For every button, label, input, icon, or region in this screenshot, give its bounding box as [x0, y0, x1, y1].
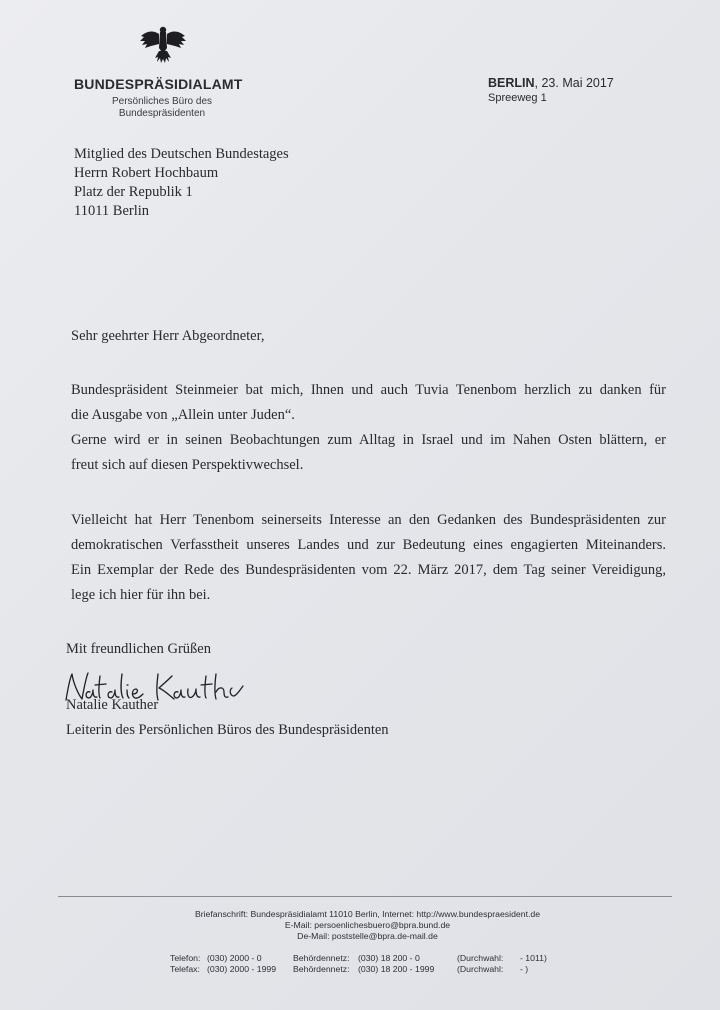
- fax-net-value: (030) 18 200 - 1999: [358, 964, 435, 974]
- recipient-line2: Herrn Robert Hochbaum: [74, 165, 219, 181]
- paragraph-1-line3: Gerne wird er in seinen Beobachtungen zum Alltag in Israel und im Nahen Osten blättern, er: [71, 432, 666, 448]
- footer-address: Briefanschrift: Bundespräsidialamt 11010 Berlin, Internet: http://www.bundespraesident.de: [194, 909, 541, 919]
- tel-value: (030) 2000 - 0: [207, 953, 262, 963]
- paragraph-2: [71, 508, 666, 608]
- salutation: Sehr geehrter Herr Abgeordneter,: [71, 328, 265, 344]
- org-subtitle-line1: Persönliches Büro des: [111, 96, 213, 107]
- signer-name: Natalie Kauther: [66, 697, 159, 713]
- recipient-line4: 11011 Berlin: [74, 203, 150, 219]
- paragraph-1: [71, 378, 666, 478]
- paragraph-2-line2: demokratischen Verfasstheit unseres Landes und zur Bedeutung eines engagierten Miteinanders.: [71, 537, 666, 553]
- footer-demail: De-Mail: poststelle@bpra.de-mail.de: [297, 931, 438, 941]
- fax-label: Telefax:: [170, 964, 200, 974]
- city: BERLIN: [488, 76, 535, 90]
- paragraph-2-line3: Ein Exemplar der Rede des Bundespräsidenten vom 22. März 2017, dem Tag seiner Vereidigung,: [71, 562, 666, 578]
- federal-eagle-icon: [139, 24, 187, 66]
- paragraph-2-line4: lege ich hier für ihn bei.: [71, 587, 211, 603]
- fax-ext-label: (Durchwahl:: [457, 964, 504, 974]
- paragraph-2-line1: Vielleicht hat Herr Tenenbom seinerseits Interesse an den Gedanken des Bundespräsidenten zur: [71, 512, 666, 528]
- paragraph-1-line4: freut sich auf diesen Perspektivwechsel.: [71, 457, 304, 473]
- fax-value: (030) 2000 - 1999: [207, 964, 277, 974]
- closing: Mit freundlichen Grüßen: [66, 641, 211, 657]
- org-subtitle-line2: Bundespräsidenten: [118, 108, 206, 119]
- place-date: [488, 76, 614, 90]
- date: , 23. Mai 2017: [534, 76, 614, 90]
- fax-ext-value: - ): [520, 964, 529, 974]
- paragraph-1-line2: die Ausgabe von „Allein unter Juden“.: [71, 407, 295, 423]
- signer-title: Leiterin des Persönlichen Büros des Bundespräsidenten: [66, 722, 389, 738]
- fax-net-label: Behördennetz:: [293, 964, 350, 974]
- recipient-line1: Mitglied des Deutschen Bundestages: [74, 146, 289, 162]
- footer-divider: [58, 896, 672, 897]
- recipient-line3: Platz der Republik 1: [74, 184, 193, 200]
- tel-net-label: Behördennetz:: [293, 953, 350, 963]
- footer-email: E-Mail: persoenlichesbuero@bpra.bund.de: [284, 920, 451, 930]
- org-name: BUNDESPRÄSIDIALAMT: [74, 76, 243, 92]
- tel-net-value: (030) 18 200 - 0: [358, 953, 420, 963]
- tel-ext-value: - 1011): [520, 953, 547, 963]
- tel-label: Telefon:: [170, 953, 201, 963]
- paragraph-1-line1: Bundespräsident Steinmeier bat mich, Ihnen und auch Tuvia Tenenbom herzlich zu danken für: [71, 382, 666, 398]
- street-address: Spreeweg 1: [488, 92, 547, 104]
- tel-ext-label: (Durchwahl:: [457, 953, 504, 963]
